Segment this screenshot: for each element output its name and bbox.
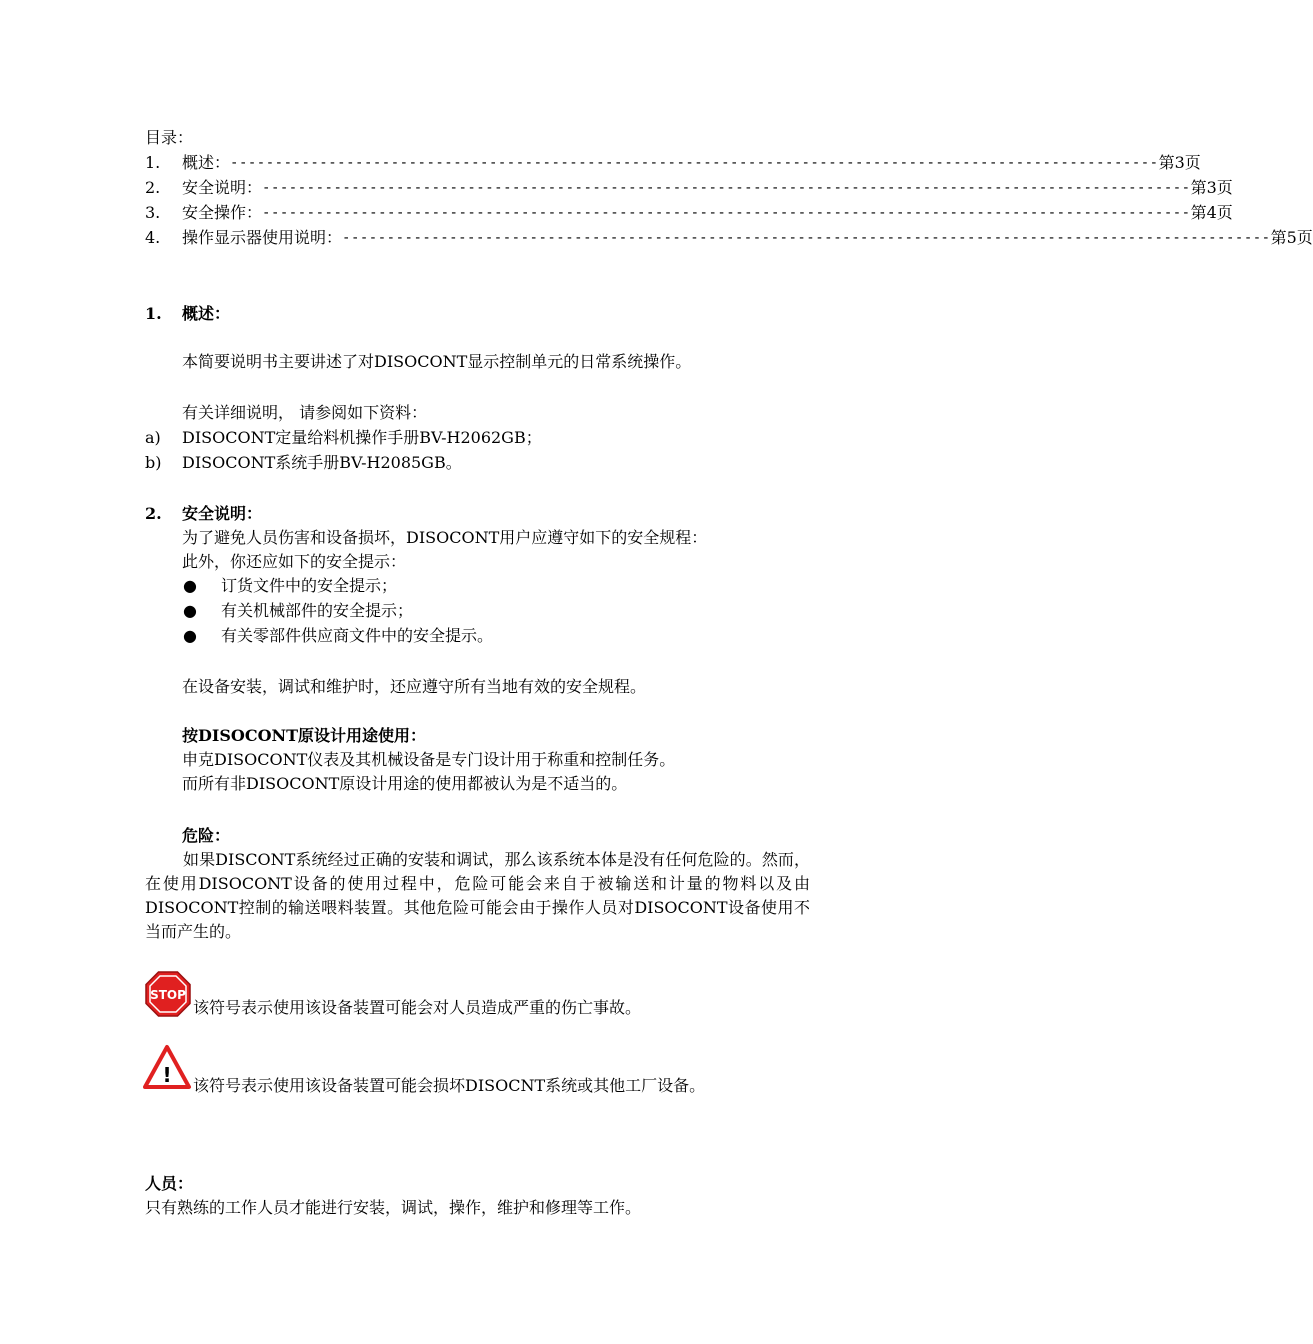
list-marker: b) (145, 453, 162, 472)
subsection-heading: 按DISOCONT原设计用途使用： (182, 726, 427, 745)
body-text: 此外，你还应如下的安全提示： (182, 552, 407, 571)
list-item: 有关零部件供应商文件中的安全提示。 (221, 626, 494, 645)
list-item: 有关机械部件的安全提示； (221, 601, 414, 620)
toc-entry-label: 安全说明： (182, 178, 263, 197)
toc-entry-label: 概述： (182, 153, 231, 172)
section-heading: 安全说明： (182, 504, 263, 523)
list-item: 订货文件中的安全提示； (221, 576, 398, 595)
body-text: 只有熟练的工作人员才能进行安装，调试，操作，维护和修理等工作。 (145, 1198, 642, 1217)
body-text: 在设备安装，调试和维护时，还应遵守所有当地有效的安全规程。 (182, 677, 647, 696)
toc-leader: -------------------------------------------------------------------------------------------------------- (262, 205, 1191, 221)
toc-entry-label: 操作显示器使用说明： (182, 228, 343, 247)
toc-entry-page: 第3页 (1190, 178, 1233, 197)
toc-entry-number: 2. (145, 178, 161, 197)
stop-symbol-text: 该符号表示使用该设备装置可能会对人员造成严重的伤亡事故。 (193, 998, 642, 1017)
body-text: 有关详细说明， 请参阅如下资料： (182, 403, 428, 422)
bullet-icon: ● (183, 626, 197, 645)
toc-leader: -------------------------------------------------------------------------------------------------------- (342, 230, 1271, 246)
stop-sign-icon (145, 971, 191, 1017)
subsection-heading: 人员： (145, 1174, 194, 1193)
toc-entry-number: 1. (145, 153, 161, 172)
warning-mark: ! (162, 1063, 172, 1087)
section-number: 1. (145, 304, 162, 323)
reference-item: DISOCONT系统手册BV-H2085GB。 (182, 453, 462, 472)
stop-sign-label: STOP (150, 988, 186, 1002)
toc-leader: -------------------------------------------------------------------------------------------------------- (230, 155, 1159, 171)
body-text: 本简要说明书主要讲述了对DISOCONT显示控制单元的日常系统操作。 (182, 352, 692, 371)
toc-entry-page: 第4页 (1190, 203, 1233, 222)
toc-entry-number: 3. (145, 203, 161, 222)
list-marker: a) (145, 428, 161, 447)
body-text: 为了避免人员伤害和设备损坏，DISOCONT用户应遵守如下的安全规程： (182, 528, 708, 547)
toc-entry-page: 第3页 (1158, 153, 1201, 172)
section-number: 2. (145, 504, 162, 523)
warning-symbol-text: 该符号表示使用该设备装置可能会损坏DISOCNT系统或其他工厂设备。 (193, 1076, 706, 1095)
bullet-icon: ● (183, 601, 197, 620)
section-heading: 概述： (182, 304, 231, 323)
toc-leader: -------------------------------------------------------------------------------------------------------- (262, 180, 1191, 196)
body-text: 而所有非DISOCONT原设计用途的使用都被认为是不适当的。 (182, 774, 628, 793)
toc-title: 目录： (145, 128, 194, 147)
toc-entry-page: 第5页 (1270, 228, 1313, 247)
toc-entry-number: 4. (145, 228, 161, 247)
bullet-icon: ● (183, 576, 197, 595)
reference-item: DISOCONT定量给料机操作手册BV-H2062GB； (182, 428, 542, 447)
body-text: 申克DISOCONT仪表及其机械设备是专门设计用于称重和控制任务。 (182, 750, 676, 769)
danger-paragraph: 如果DISCONT系统经过正确的安装和调试，那么该系统本体是没有任何危险的。然而，在使用DISOCONT设备的使用过程中，危险可能会来自于被输送和计量的物料以及由DISOCONT控制的输送喂料装置。其他危险可能会由于操作人员对DISOCONT设备使用不当而产生的。 (145, 850, 810, 941)
warning-triangle-icon (143, 1045, 191, 1089)
toc-entry-label: 安全操作： (182, 203, 263, 222)
subsection-heading: 危险： (182, 826, 231, 845)
